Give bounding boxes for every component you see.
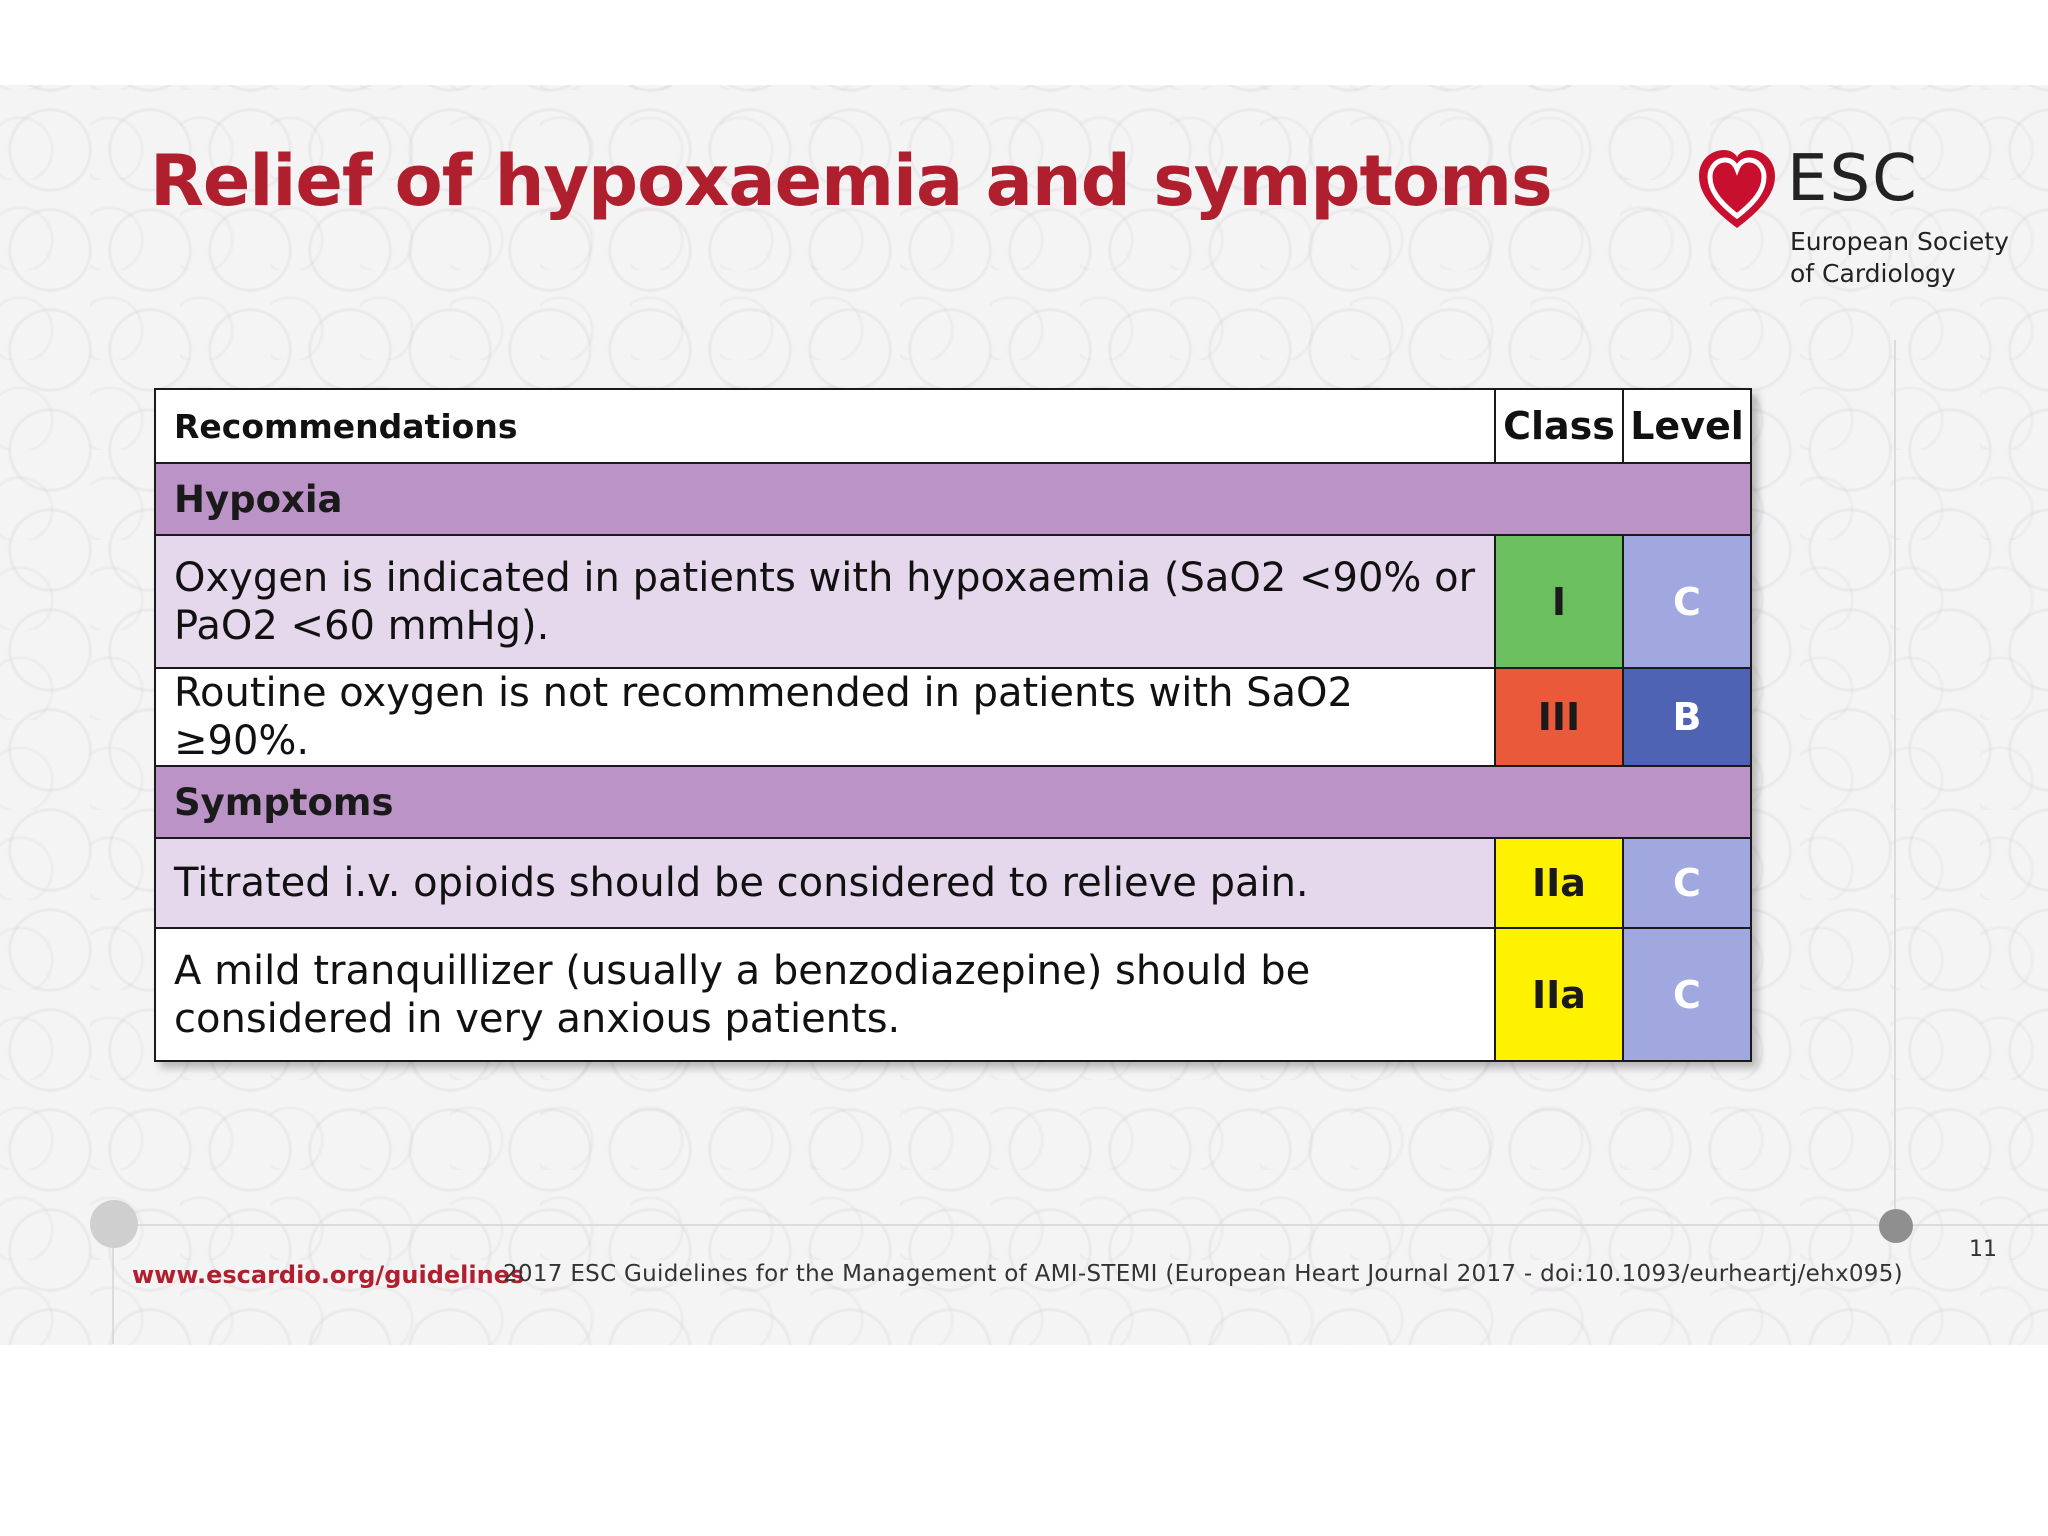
recommendation-text: Oxygen is indicated in patients with hypoxaemia (SaO2 <90% or PaO2 <60 mmHg).	[155, 535, 1495, 668]
table-row	[155, 838, 1751, 928]
recommendation-text: Routine oxygen is not recommended in patients with SaO2 ≥90%.	[155, 668, 1495, 766]
recommendation-text: Titrated i.v. opioids should be considered to relieve pain.	[155, 838, 1495, 928]
header-level: Level	[1623, 389, 1751, 463]
section-row-hypoxia	[155, 463, 1751, 535]
table-header-row	[155, 389, 1751, 463]
slide-title: Relief of hypoxaemia and symptoms	[150, 140, 1552, 222]
header-class: Class	[1495, 389, 1623, 463]
logo-name-line1: European Society	[1790, 227, 2009, 256]
table-row	[155, 535, 1751, 668]
bottom-divider	[112, 1224, 2048, 1226]
logo-acronym: ESC	[1787, 142, 1919, 216]
level-badge: C	[1623, 838, 1751, 928]
decor-dot-right	[1879, 1209, 1913, 1243]
table-row	[155, 668, 1751, 766]
guidelines-link[interactable]: www.escardio.org/guidelines	[132, 1261, 525, 1289]
section-row-symptoms	[155, 766, 1751, 838]
logo-name-line2: of Cardiology	[1790, 259, 1956, 288]
class-badge: I	[1495, 535, 1623, 668]
section-label-symptoms: Symptoms	[155, 766, 1751, 838]
heart-logo-icon	[1695, 146, 1779, 232]
section-label-hypoxia: Hypoxia	[155, 463, 1751, 535]
esc-logo	[1695, 142, 2015, 302]
class-badge: IIa	[1495, 928, 1623, 1061]
recommendations-table	[154, 388, 1752, 1062]
class-badge: III	[1495, 668, 1623, 766]
header-recommendations: Recommendations	[155, 389, 1495, 463]
level-badge: B	[1623, 668, 1751, 766]
table-row	[155, 928, 1751, 1061]
slide-top-band	[0, 0, 2048, 85]
footer-reference: 2017 ESC Guidelines for the Management of AMI-STEMI (European Heart Journal 2017 - doi:10.1093/eurheartj/ehx095)	[503, 1261, 1903, 1287]
right-divider	[1894, 340, 1896, 1220]
logo-name	[1790, 226, 2020, 290]
level-badge: C	[1623, 928, 1751, 1061]
recommendation-text: A mild tranquillizer (usually a benzodiazepine) should be considered in very anxious patients.	[155, 928, 1495, 1061]
decor-dot-left	[90, 1200, 138, 1248]
page-number: 11	[1969, 1237, 1997, 1262]
class-badge: IIa	[1495, 838, 1623, 928]
level-badge: C	[1623, 535, 1751, 668]
